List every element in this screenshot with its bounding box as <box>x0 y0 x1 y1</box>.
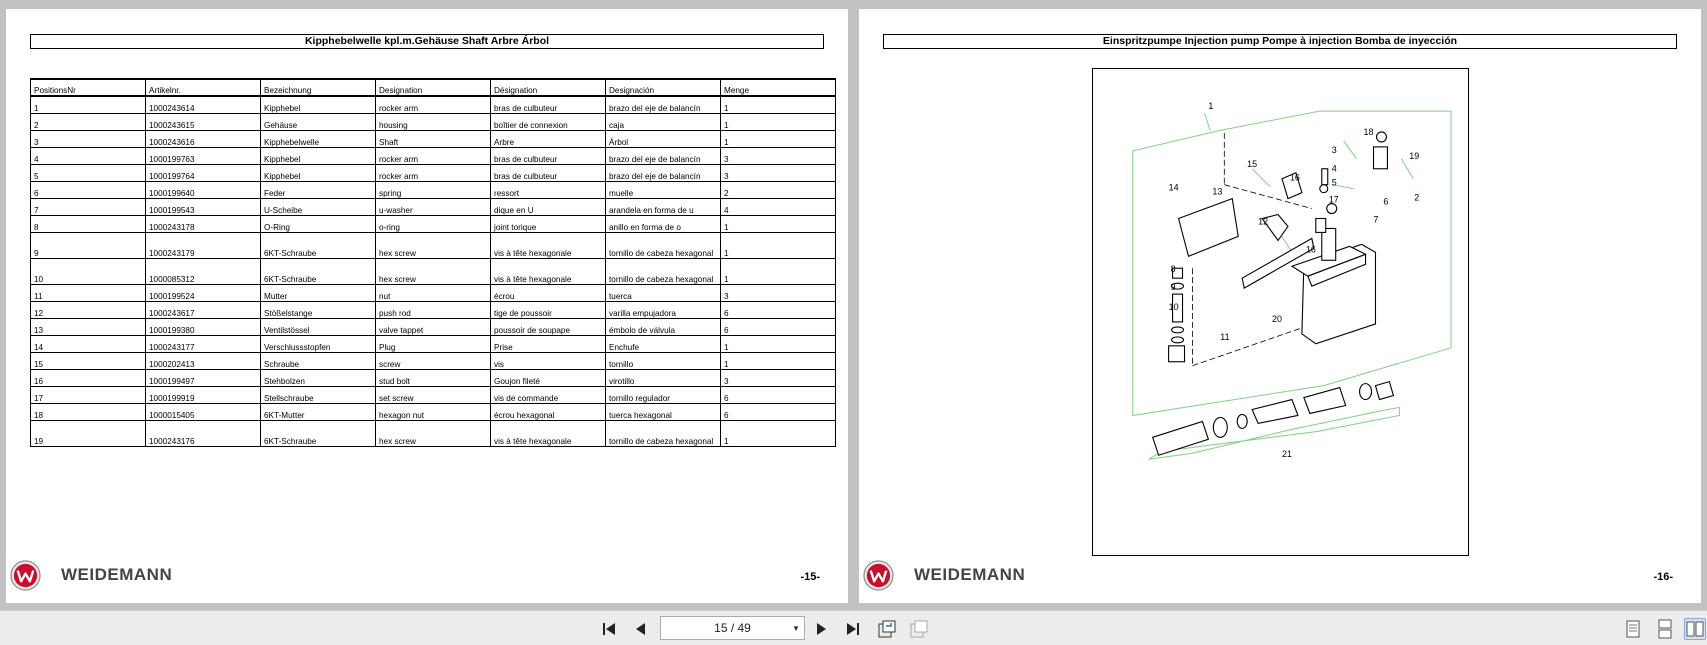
table-cell: varilla empujadora <box>606 301 721 318</box>
table-cell: housing <box>376 113 491 130</box>
table-cell: dique en U <box>491 198 606 215</box>
table-cell: 1 <box>721 258 836 284</box>
table-cell: U-Scheibe <box>261 198 376 215</box>
table-cell: 1 <box>721 215 836 232</box>
table-cell: u-washer <box>376 198 491 215</box>
table-cell: 16 <box>31 369 146 386</box>
table-cell: 8 <box>31 215 146 232</box>
table-cell: 1 <box>31 96 146 113</box>
table-cell: 1000243615 <box>146 113 261 130</box>
table-cell: bras de culbuteur <box>491 164 606 181</box>
table-cell: hex screw <box>376 258 491 284</box>
table-cell: Árbol <box>606 130 721 147</box>
table-cell: Feder <box>261 181 376 198</box>
table-cell: émbolo de válvula <box>606 318 721 335</box>
document-page-left <box>6 9 848 603</box>
table-row <box>31 164 836 181</box>
table-cell: 6 <box>721 318 836 335</box>
column-header: PositionsNr <box>31 79 146 96</box>
table-row <box>31 181 836 198</box>
table-cell: écrou <box>491 284 606 301</box>
page-title: Einspritzpumpe Injection pump Pompe à injection Bomba de inyección <box>883 34 1677 49</box>
table-cell: Goujon fileté <box>491 369 606 386</box>
table-row <box>31 130 836 147</box>
table-cell: Stellschraube <box>261 386 376 403</box>
column-header: Artikelnr. <box>146 79 261 96</box>
callout-label: 3 <box>1331 144 1337 155</box>
table-cell: nut <box>376 284 491 301</box>
table-cell: tornillo de cabeza hexagonal <box>606 232 721 258</box>
table-cell: tornillo de cabeza hexagonal <box>606 420 721 446</box>
table-cell: arandela en forma de u <box>606 198 721 215</box>
table-cell: Stößelstange <box>261 301 376 318</box>
table-cell: 13 <box>31 318 146 335</box>
page-title: Kipphebelwelle kpl.m.Gehäuse Shaft Arbre Árbol <box>30 34 824 49</box>
callout-label: 8 <box>1170 264 1176 275</box>
table-cell: 1000199497 <box>146 369 261 386</box>
callout-label: 9 <box>1170 282 1176 293</box>
table-cell: bras de culbuteur <box>491 96 606 113</box>
table-cell: 1000243178 <box>146 215 261 232</box>
table-cell: 1000199543 <box>146 198 261 215</box>
table-cell: Arbre <box>491 130 606 147</box>
callout-label: 17 <box>1328 194 1339 205</box>
table-cell: Verschlussstopfen <box>261 335 376 352</box>
table-cell: 1000199380 <box>146 318 261 335</box>
table-cell: 1000199919 <box>146 386 261 403</box>
table-cell: Schraube <box>261 352 376 369</box>
weidemann-logo <box>863 559 1063 591</box>
table-cell: 15 <box>31 352 146 369</box>
table-cell: écrou hexagonal <box>491 403 606 420</box>
chevron-down-icon[interactable]: ▼ <box>792 623 800 633</box>
table-cell: 1000202413 <box>146 352 261 369</box>
table-row <box>31 232 836 258</box>
table-cell: 2 <box>31 113 146 130</box>
table-row <box>31 352 836 369</box>
table-cell: 1000243179 <box>146 232 261 258</box>
table-row <box>31 318 836 335</box>
table-row <box>31 113 836 130</box>
table-cell: Shaft <box>376 130 491 147</box>
table-cell: caja <box>606 113 721 130</box>
callout-label: 15 <box>1247 158 1258 169</box>
table-cell: 1 <box>721 232 836 258</box>
table-row <box>31 198 836 215</box>
table-cell: tornillo <box>606 352 721 369</box>
fit-page-icon <box>877 619 897 639</box>
table-cell: tige de poussoir <box>491 301 606 318</box>
parts-table <box>30 78 836 447</box>
fit-page-button[interactable] <box>876 618 898 640</box>
table-cell: 1 <box>721 352 836 369</box>
callout-label: 16 <box>1289 172 1300 183</box>
table-row <box>31 301 836 318</box>
brand-name: WEIDEMANN <box>914 565 1026 584</box>
table-cell: Stehbolzen <box>261 369 376 386</box>
two-page-view-button[interactable] <box>1684 618 1706 640</box>
table-cell: 2 <box>721 181 836 198</box>
column-header: Bezeichnung <box>261 79 376 96</box>
callout-label: 11 <box>1220 331 1230 342</box>
table-cell: boîtier de connexion <box>491 113 606 130</box>
table-row <box>31 369 836 386</box>
two-page-icon <box>1685 619 1705 639</box>
table-cell: anillo en forma de o <box>606 215 721 232</box>
last-page-icon <box>843 619 863 639</box>
callout-label: 13 <box>1212 186 1223 197</box>
table-cell: screw <box>376 352 491 369</box>
single-page-view-button[interactable] <box>1622 618 1644 640</box>
table-cell: poussoir de soupape <box>491 318 606 335</box>
table-header-row <box>31 79 836 96</box>
table-cell: 1000199763 <box>146 147 261 164</box>
table-cell: 11 <box>31 284 146 301</box>
table-cell: Kipphebel <box>261 147 376 164</box>
previous-page-icon <box>631 619 651 639</box>
table-cell: 3 <box>721 147 836 164</box>
previous-page-button[interactable] <box>630 618 652 640</box>
page-indicator: 15 / 49 <box>714 621 751 635</box>
weidemann-logo-icon <box>10 560 41 591</box>
callout-label: 7 <box>1373 214 1379 225</box>
column-header: Désignation <box>491 79 606 96</box>
callout-label: 18 <box>1363 126 1374 137</box>
table-row <box>31 284 836 301</box>
table-row <box>31 147 836 164</box>
table-cell: set screw <box>376 386 491 403</box>
table-cell: 12 <box>31 301 146 318</box>
table-cell: 1000243617 <box>146 301 261 318</box>
page-number: -16- <box>1653 571 1673 583</box>
table-cell: 1000243616 <box>146 130 261 147</box>
table-cell: tornillo de cabeza hexagonal <box>606 258 721 284</box>
continuous-page-icon <box>1655 619 1675 639</box>
table-cell: Kipphebel <box>261 164 376 181</box>
table-cell: 6 <box>721 403 836 420</box>
column-header: Menge <box>721 79 836 96</box>
table-cell: tuerca <box>606 284 721 301</box>
table-cell: vis de commande <box>491 386 606 403</box>
fit-width-button[interactable] <box>908 618 930 640</box>
table-cell: vis à tête hexagonale <box>491 420 606 446</box>
table-cell: Enchufe <box>606 335 721 352</box>
table-cell: hex screw <box>376 232 491 258</box>
table-cell: 14 <box>31 335 146 352</box>
column-header: Designation <box>376 79 491 96</box>
table-cell: 3 <box>721 369 836 386</box>
table-cell: 9 <box>31 232 146 258</box>
table-cell: ressort <box>491 181 606 198</box>
table-cell: bras de culbuteur <box>491 147 606 164</box>
first-page-button[interactable] <box>598 618 620 640</box>
fit-width-icon <box>909 619 929 639</box>
table-cell: Gehäuse <box>261 113 376 130</box>
weidemann-logo <box>10 559 210 591</box>
table-cell: brazo del eje de balancín <box>606 164 721 181</box>
table-cell: rocker arm <box>376 147 491 164</box>
table-cell: 6 <box>721 386 836 403</box>
table-cell: stud bolt <box>376 369 491 386</box>
table-cell: 1000015405 <box>146 403 261 420</box>
table-cell: rocker arm <box>376 164 491 181</box>
table-cell: spring <box>376 181 491 198</box>
table-cell: 1 <box>721 130 836 147</box>
table-cell: 17 <box>31 386 146 403</box>
callout-label: 2 <box>1414 192 1420 203</box>
table-cell: virotillo <box>606 369 721 386</box>
table-cell: vis à tête hexagonale <box>491 258 606 284</box>
table-cell: 3 <box>721 164 836 181</box>
table-cell: 1 <box>721 335 836 352</box>
table-cell: Plug <box>376 335 491 352</box>
callout-label: 21 <box>1281 449 1292 460</box>
page-number-field[interactable] <box>660 616 805 640</box>
next-page-icon <box>811 619 831 639</box>
table-row <box>31 258 836 284</box>
table-cell: brazo del eje de balancín <box>606 147 721 164</box>
table-row <box>31 215 836 232</box>
table-cell: 6KT-Schraube <box>261 420 376 446</box>
table-cell: 6KT-Schraube <box>261 258 376 284</box>
table-cell: 18 <box>31 403 146 420</box>
viewer-toolbar <box>0 610 1707 645</box>
table-cell: vis à tête hexagonale <box>491 232 606 258</box>
table-cell: 3 <box>721 284 836 301</box>
table-cell: 4 <box>31 147 146 164</box>
table-cell: 1 <box>721 96 836 113</box>
table-cell: hex screw <box>376 420 491 446</box>
callout-label: 12 <box>1258 216 1269 227</box>
table-row <box>31 420 836 446</box>
last-page-button[interactable] <box>842 618 864 640</box>
table-cell: brazo del eje de balancín <box>606 96 721 113</box>
callout-label: 16 <box>1305 244 1316 255</box>
table-cell: hexagon nut <box>376 403 491 420</box>
page-number: -15- <box>800 571 820 583</box>
table-cell: 3 <box>31 130 146 147</box>
table-cell: 1000199640 <box>146 181 261 198</box>
callout-label: 4 <box>1331 163 1337 174</box>
table-cell: push rod <box>376 301 491 318</box>
table-cell: 1000199764 <box>146 164 261 181</box>
single-page-icon <box>1623 619 1643 639</box>
brand-name: WEIDEMANN <box>61 565 173 584</box>
callout-label: 19 <box>1409 150 1420 161</box>
table-cell: 1000085312 <box>146 258 261 284</box>
table-row <box>31 96 836 113</box>
table-cell: o-ring <box>376 215 491 232</box>
continuous-view-button[interactable] <box>1654 618 1676 640</box>
table-cell: muelle <box>606 181 721 198</box>
table-cell: 1000243177 <box>146 335 261 352</box>
column-header: Designación <box>606 79 721 96</box>
document-page-right <box>859 9 1701 603</box>
callout-label: 14 <box>1168 182 1179 193</box>
table-cell: 1000243176 <box>146 420 261 446</box>
exploded-view-drawing <box>1093 69 1468 555</box>
table-cell: tornillo regulador <box>606 386 721 403</box>
callout-label: 20 <box>1272 313 1282 324</box>
table-cell: Prise <box>491 335 606 352</box>
table-cell: 6KT-Schraube <box>261 232 376 258</box>
table-cell: 6KT-Mutter <box>261 403 376 420</box>
table-cell: vis <box>491 352 606 369</box>
table-cell: Ventilstössel <box>261 318 376 335</box>
table-cell: 4 <box>721 198 836 215</box>
next-page-button[interactable] <box>810 618 832 640</box>
table-cell: 6 <box>31 181 146 198</box>
table-cell: 10 <box>31 258 146 284</box>
table-row <box>31 335 836 352</box>
table-cell: 1 <box>721 420 836 446</box>
table-cell: 5 <box>31 164 146 181</box>
callout-label: 1 <box>1208 101 1214 112</box>
table-cell: rocker arm <box>376 96 491 113</box>
table-row <box>31 403 836 420</box>
table-cell: 7 <box>31 198 146 215</box>
callout-label: 10 <box>1168 302 1179 313</box>
table-cell: 1000243614 <box>146 96 261 113</box>
table-row <box>31 386 836 403</box>
table-cell: valve tappet <box>376 318 491 335</box>
table-cell: 1 <box>721 113 836 130</box>
table-cell: 19 <box>31 420 146 446</box>
injection-pump-diagram <box>1092 68 1469 556</box>
table-cell: joint torique <box>491 215 606 232</box>
callout-label: 5 <box>1331 177 1337 188</box>
table-cell: O-Ring <box>261 215 376 232</box>
table-cell: 6 <box>721 301 836 318</box>
table-cell: Mutter <box>261 284 376 301</box>
weidemann-logo-icon <box>863 560 894 591</box>
first-page-icon <box>599 619 619 639</box>
table-cell: Kipphebelwelle <box>261 130 376 147</box>
table-cell: Kipphebel <box>261 96 376 113</box>
callout-label: 6 <box>1383 196 1389 207</box>
table-cell: tuerca hexagonal <box>606 403 721 420</box>
table-cell: 1000199524 <box>146 284 261 301</box>
